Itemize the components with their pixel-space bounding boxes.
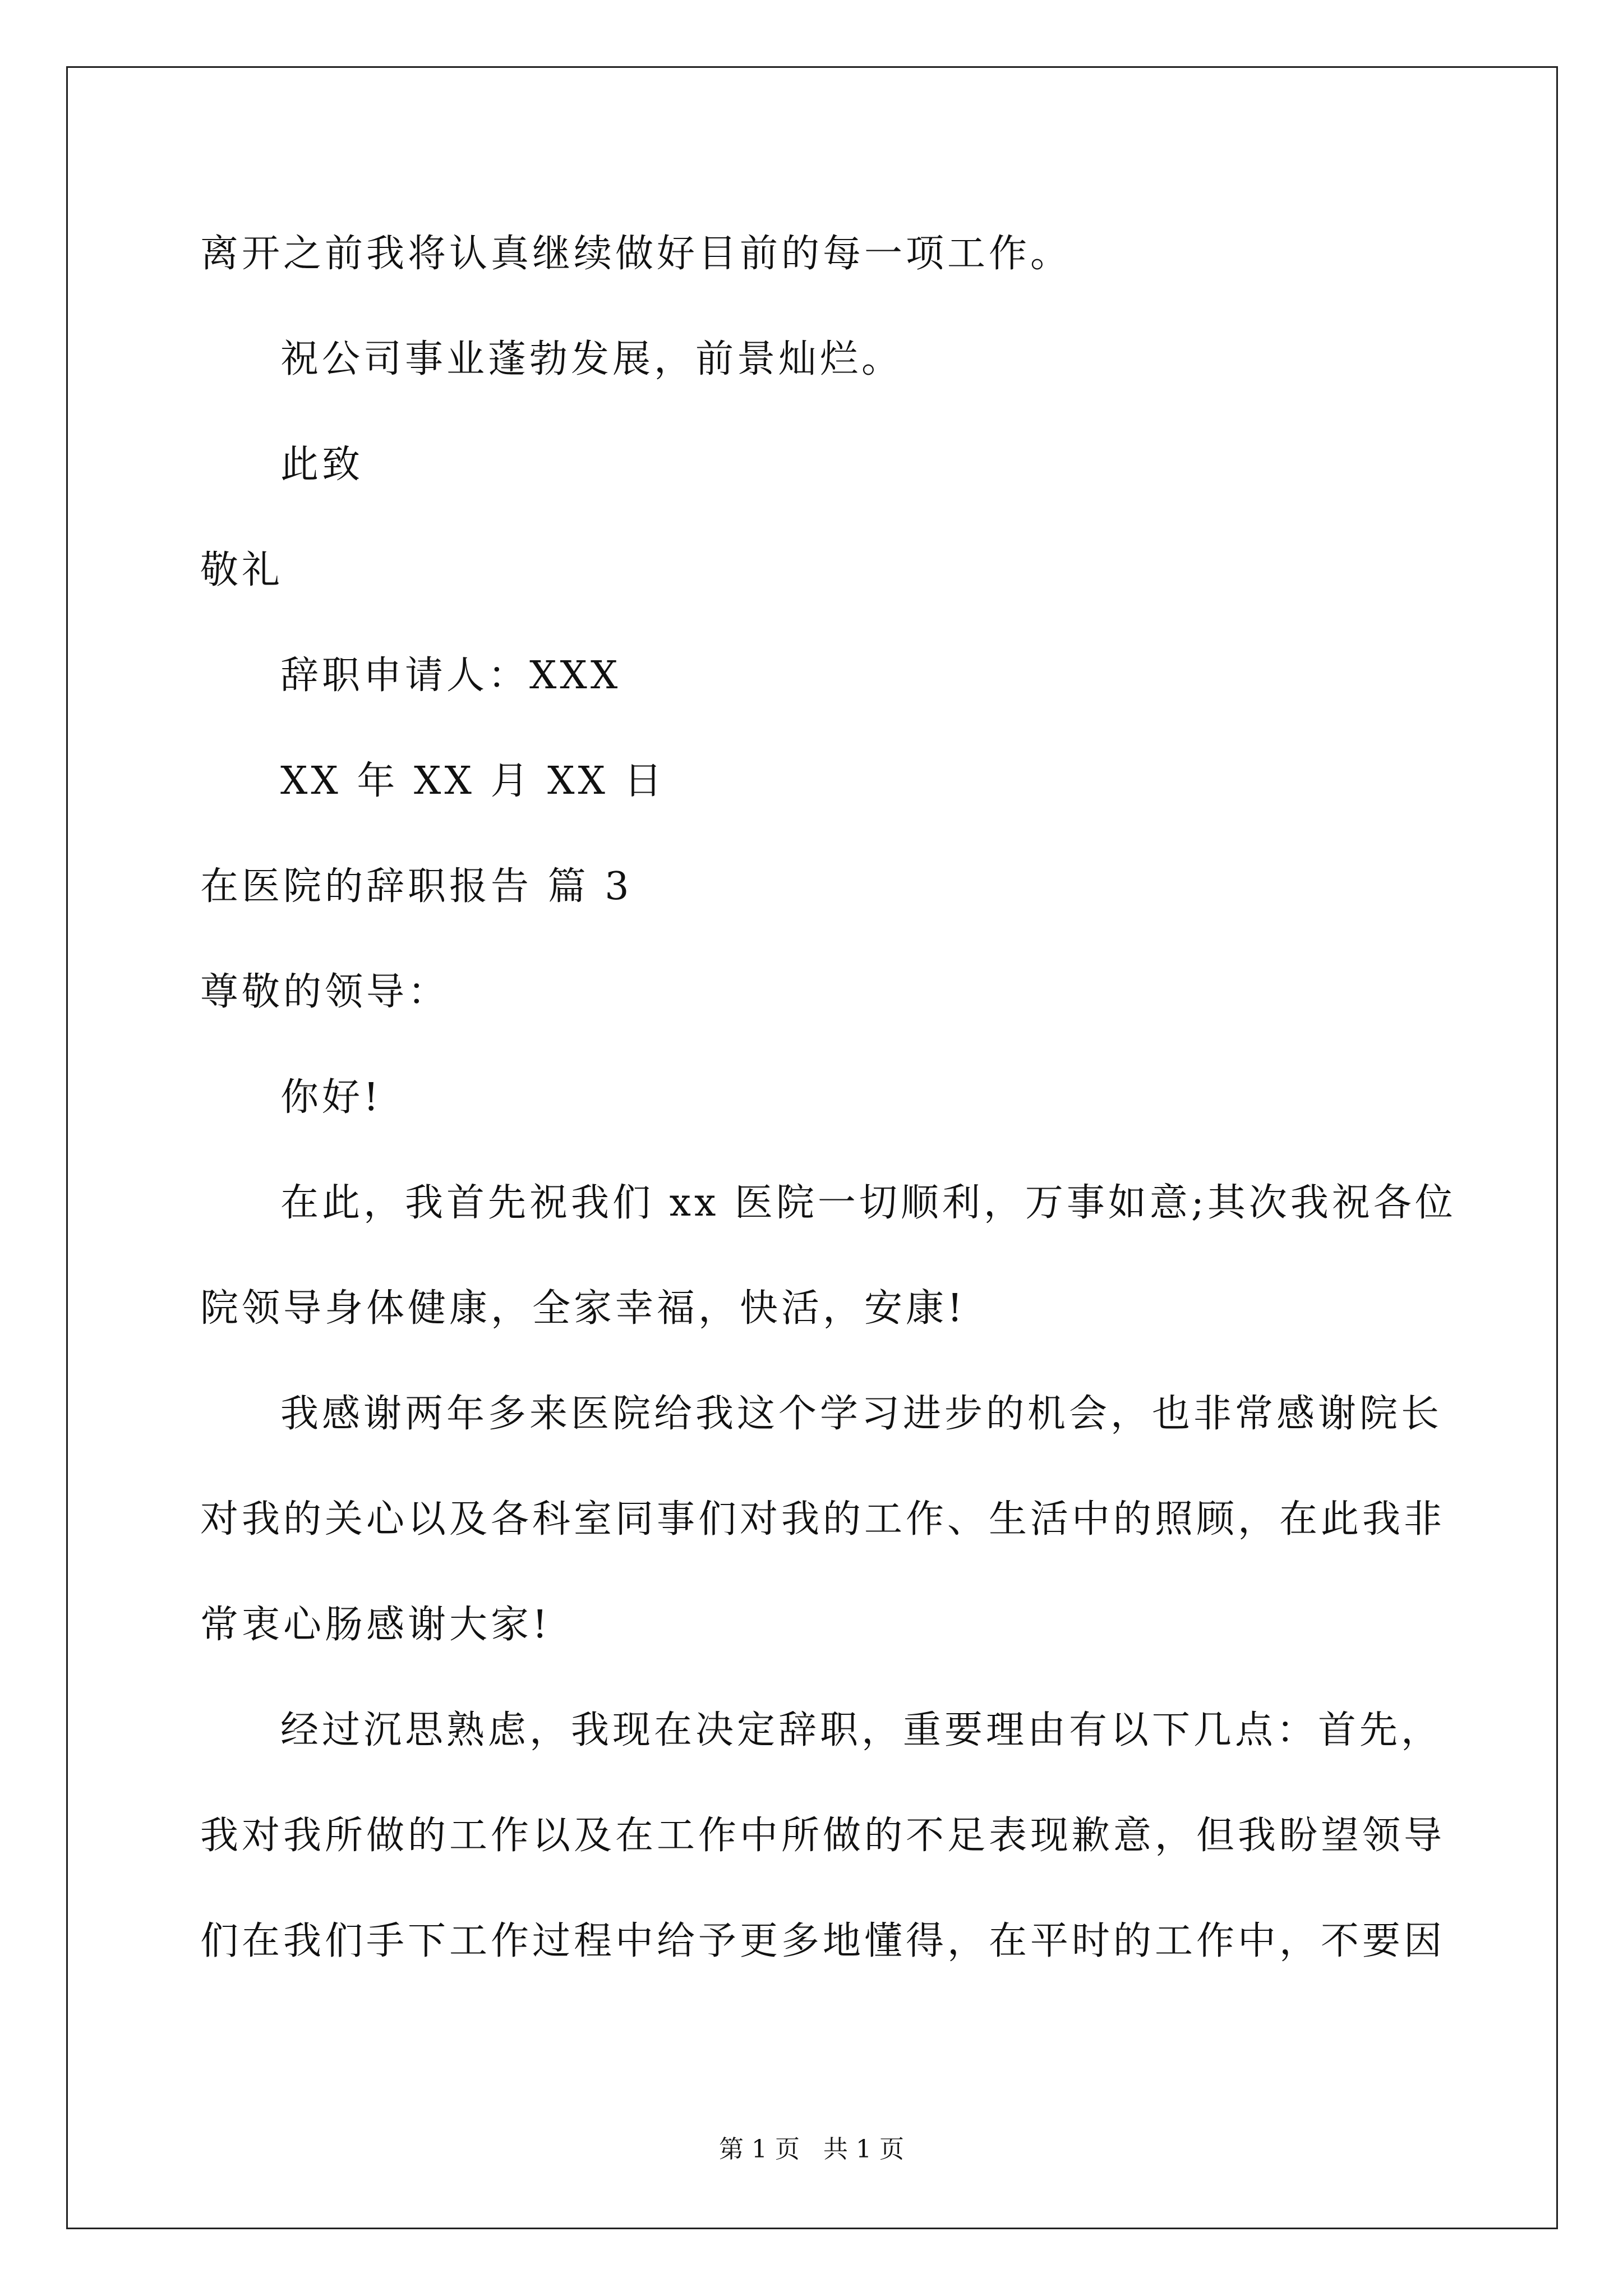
text-line: 我感谢两年多来医院给我这个学习进步的机会，也非常感谢院长 [280,1392,1443,1436]
text-line: 离开之前我将认真继续做好目前的每一项工作。 [200,232,1072,276]
text-line: 对我的关心以及各科室同事们对我的工作、生活中的照顾，在此我非 [200,1497,1446,1542]
text-line: 辞职申请人：XXX [280,654,621,698]
text-line: 常衷心肠感谢大家! [200,1603,551,1647]
text-line: 经过沉思熟虑，我现在决定辞职，重要理由有以下几点：首先， [280,1708,1443,1752]
page-border [66,66,1558,2229]
text-line: 祝公司事业蓬勃发展，前景灿烂。 [280,337,903,381]
text-line: XX 年 XX 月 XX 日 [280,759,666,803]
page-footer: 第 1 页 共 1 页 [719,2135,904,2164]
text-line: 敬礼 [200,548,284,592]
greeting: 你好! [280,1075,382,1120]
salutation: 尊敬的领导： [200,970,450,1014]
text-line: 在此，我首先祝我们 xx 医院一切顺利，万事如意;其次我祝各位 [280,1181,1456,1225]
text-line: 院领导身体健康，全家幸福，快活，安康! [200,1286,966,1331]
text-line: 此致 [280,443,364,487]
text-line: 我对我所做的工作以及在工作中所做的不足表现歉意，但我盼望领导 [200,1814,1446,1858]
text-line: 们在我们手下工作过程中给予更多地懂得，在平时的工作中，不要因 [200,1919,1446,1963]
section-heading: 在医院的辞职报告 篇 3 [200,864,633,909]
